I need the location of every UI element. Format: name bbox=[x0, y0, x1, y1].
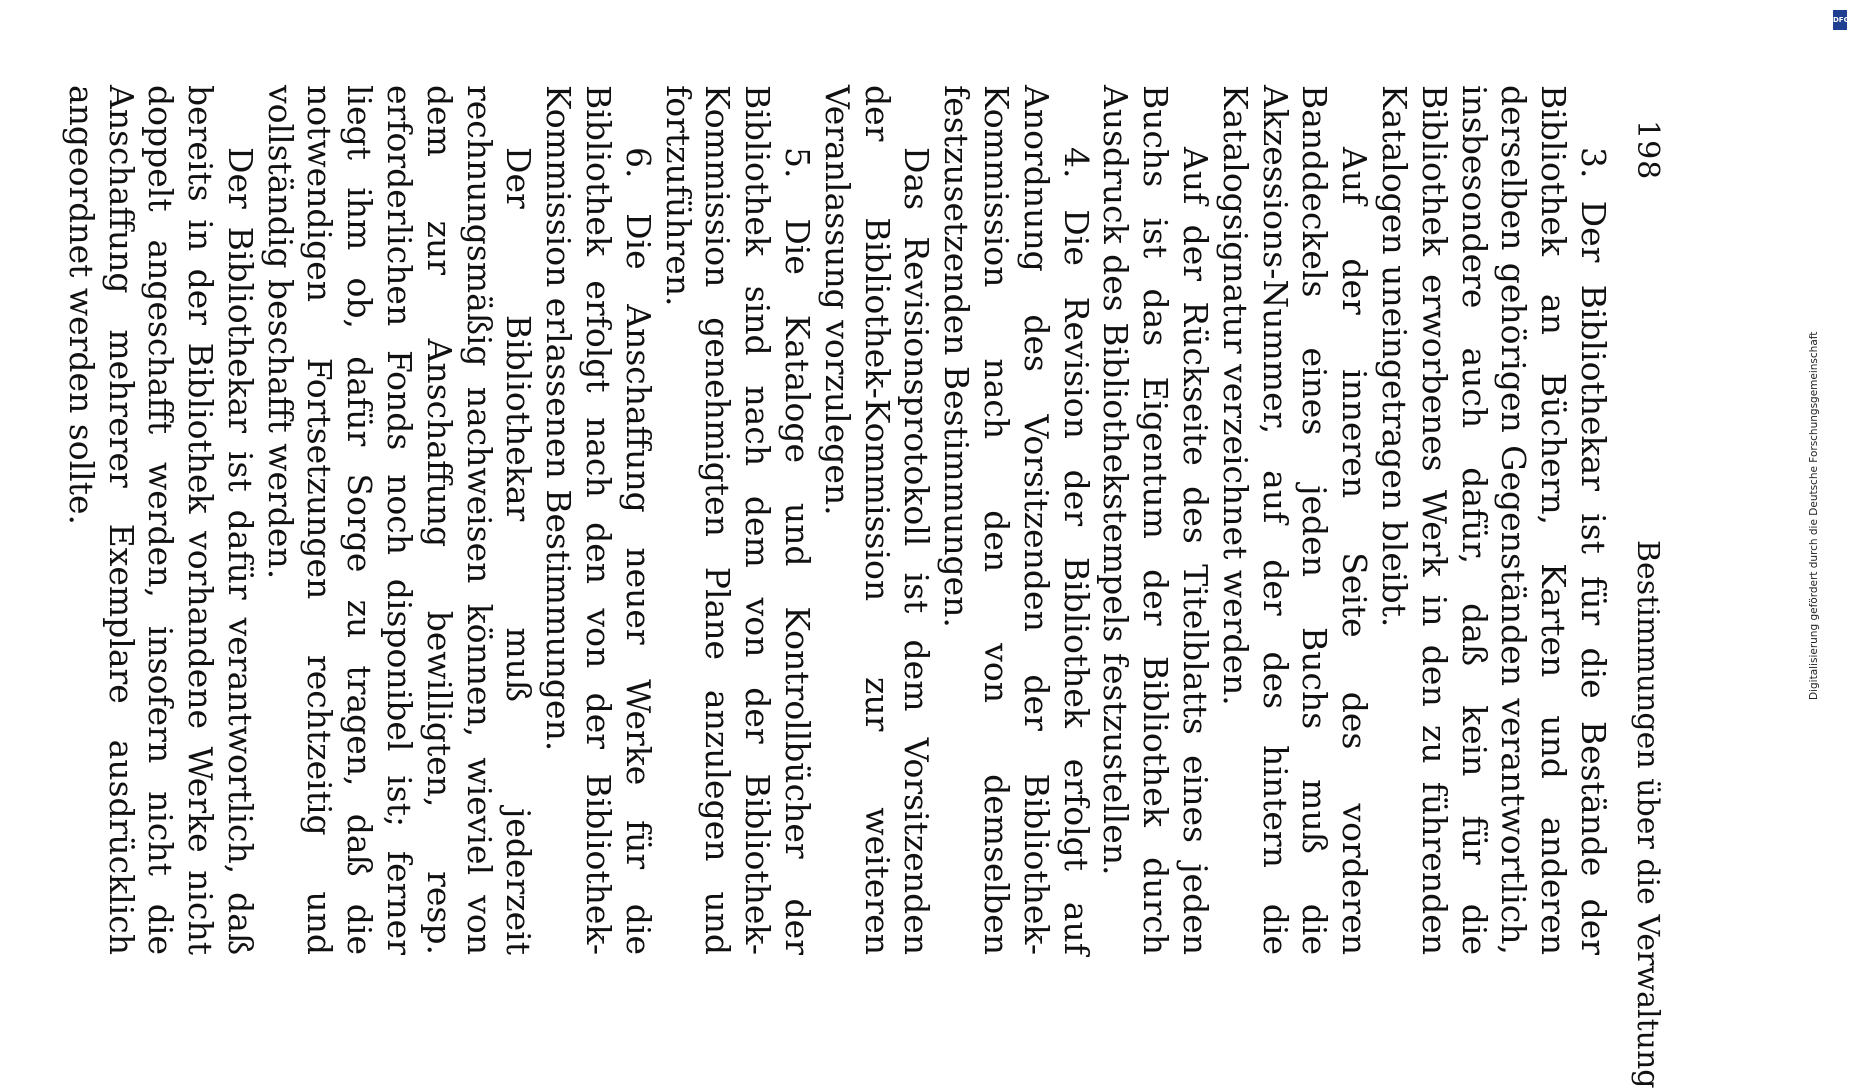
paragraph-revision-protocol: Das Revisionsprotokoll ist dem Vorsitzenden der Bibliothek-Kommission zur weiteren Veranlassung vorzulegen. bbox=[817, 85, 937, 955]
page-header bbox=[1625, 120, 1665, 1089]
paragraph-section-4: 4. Die Revision der Bibliothek erfolgt auf Anordnung des Vorsitzenden der Bibliothek-Kommission nach den von demselben festzusetzenden Bestimmungen. bbox=[937, 85, 1096, 955]
paragraph-accession-number: Auf der inneren Seite des vorderen Banddeckels eines jeden Buchs muß die Akzessions-Nummer, auf der des hintern die Katalogsignatur verzeichnet werden. bbox=[1215, 85, 1375, 955]
paragraph-section-3: 3. Der Bibliothekar ist für die Bestände der Bibliothek an Büchern, Karten und anderen derselben gehörigen Gegenständen verantwortlich, insbesondere auch dafür, daß kein für die Bibliothek erworbenes Werk in den zu führenden Katalogen uneingetragen bleibt. bbox=[1375, 85, 1613, 955]
page-number: 198 bbox=[1630, 120, 1665, 181]
paragraph-accounting: Der Bibliothekar muß jederzeit rechnungsmäßig nachweisen können, wieviel von dem zur Anschaffung bewilligten, resp. erforderlichen Fonds noch disponibel ist; ferner liegt ihm ob, dafür Sorge zu tragen, daß die notwendigen Fortsetzungen rechtzeitig und vollständig beschafft werden. bbox=[260, 85, 539, 955]
dfg-logo: DFG bbox=[1833, 10, 1847, 30]
running-title: Bestimmungen über die Verwaltung bbox=[1630, 540, 1665, 1089]
paragraph-section-5: 5. Die Kataloge und Kontrollbücher der Bibliothek sind nach dem von der Bibliothek-Kommission genehmigten Plane anzulegen und fortzuführen. bbox=[658, 85, 818, 955]
digitization-credit-text: Digitalisierung gefördert durch die Deutsche Forschungsgemeinschaft bbox=[1808, 331, 1820, 700]
paragraph-duplicate-purchase: Der Bibliothekar ist dafür verantwortlich, daß bereits in der Bibliothek vorhandene Werke nicht doppelt angeschafft werden, insofern nicht die Anschaffung mehrerer Exemplare ausdrücklich angeordnet werden sollte. bbox=[61, 85, 260, 955]
paragraph-section-6: 6. Die Anschaffung neuer Werke für die Bibliothek erfolgt nach den von der Bibliothek-Kommission erlassenen Bestimmungen. bbox=[539, 85, 658, 955]
paragraph-library-stamp: Auf der Rückseite des Titelblatts eines jeden Buchs ist das Eigentum der Bibliothek durch Ausdruck des Bibliothekstempels festzustellen. bbox=[1096, 85, 1216, 955]
body-text bbox=[61, 85, 1613, 955]
